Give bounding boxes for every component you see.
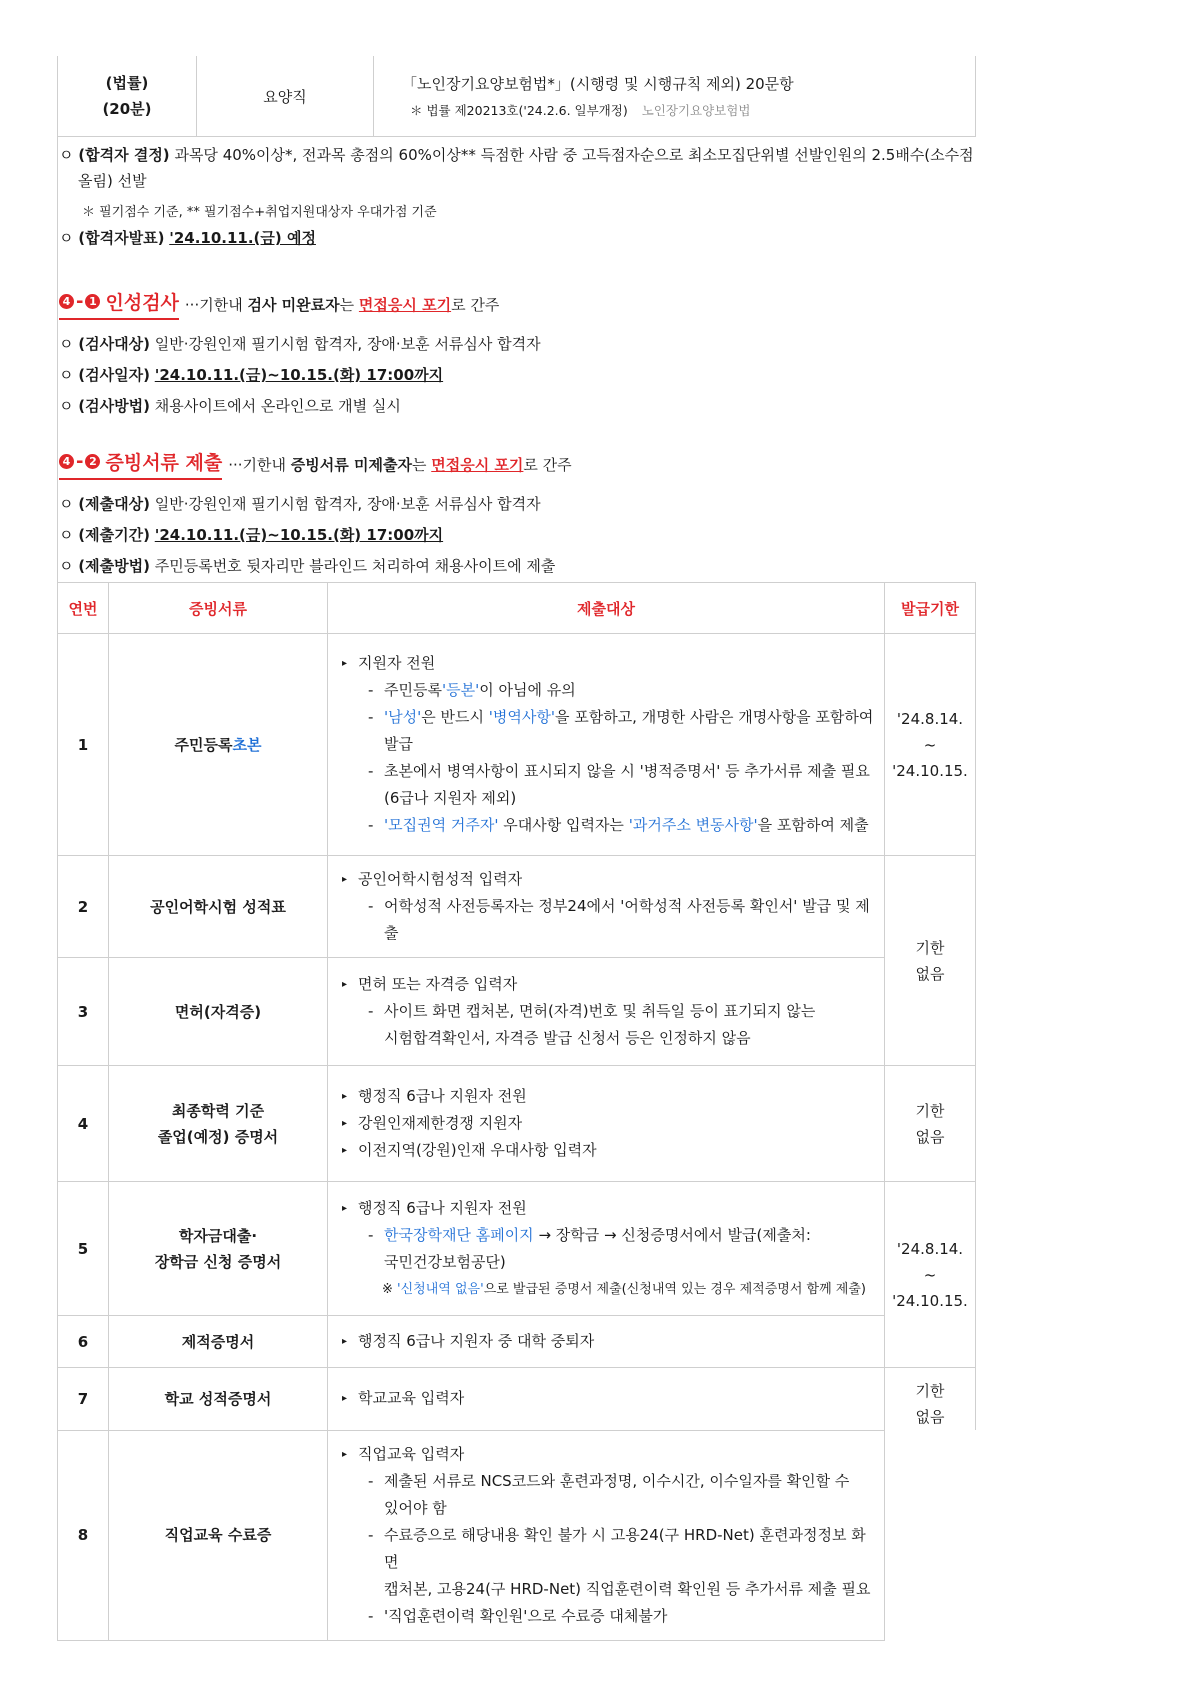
triangle-right-icon: ▸ xyxy=(342,874,348,885)
submit-target-line: ㅇ (제출대상) 일반·강원인재 필기시험 합격자, 장애·보훈 서류심사 합격자 xyxy=(59,495,541,513)
scholarship-link[interactable]: 한국장학재단 홈페이지 xyxy=(384,1225,534,1244)
table-header-row xyxy=(58,583,976,634)
section-documents-header: 4 - 2 증빙서류 제출 ···기한내 증빙서류 미제출자는 면접응시 포기로 간주 xyxy=(59,448,572,480)
deadline-cell: '24.8.14. ~ '24.10.15. xyxy=(885,634,976,856)
circle-number-icon: 2 xyxy=(85,454,100,469)
submit-period-line: ㅇ (제출기간) '24.10.11.(금)~10.15.(화) 17:00까지 xyxy=(59,526,444,544)
law-title: 「노인장기요양보험법*」(시행령 및 시행규칙 제외) 20문항 xyxy=(402,75,794,93)
pass-decision-line: ㅇ (합격자 결정) 과목당 40%이상*, 전과목 총점의 60%이상** 득점한 사람 중 고득점자순으로 최소모집단위별 선발인원의 2.5배수(소수점 xyxy=(59,146,974,164)
pass-decision-line-cont: 올림) 선발 xyxy=(78,172,147,190)
law-note: ＊ 법률 제20213호('24.2.6. 일부개정) 노인장기요양보험법 xyxy=(410,103,751,118)
law-cell xyxy=(374,56,976,137)
table-row: 6 제적증명서 ▸ 행정직 6급나 지원자 중 대학 중퇴자 xyxy=(58,1316,976,1368)
triangle-right-icon: ▸ xyxy=(342,979,348,990)
circle-number-icon: 4 xyxy=(59,294,74,309)
triangle-right-icon: ▸ xyxy=(342,658,348,669)
law-link[interactable]: 노인장기요양보험법 xyxy=(641,103,751,118)
triangle-right-icon: ▸ xyxy=(342,1448,348,1460)
triangle-right-icon: ▸ xyxy=(342,1336,348,1347)
dash-icon: - xyxy=(368,1525,374,1544)
table-row: 1 주민등록초본 ▸ 지원자 전원 - 주민등록'등본'이 아님에 유의 - '남성'은 반드시 '병역사항'을 포함하고, 개명한 사람은 개명사항을 포함하여 발급 - 초본에서 병역사항이 표시되지 않을 시 '병적증명서' 등 추가서류 제출 필요 (6급나 지원자 제외) - '모집권역 거주자' 우대사항 입력자는 '과거주소 변동사항'을 포함하여 제출 '24.8.14. ~ '24.10.15. xyxy=(58,634,976,856)
exam-subject-table xyxy=(57,56,976,137)
dash-icon: - xyxy=(368,681,374,699)
header-num: 연번 xyxy=(58,583,109,634)
test-method-line: ㅇ (검사방법) 채용사이트에서 온라인으로 개별 실시 xyxy=(59,397,401,415)
deadline-cell: 기한 없음 xyxy=(885,1368,976,1431)
test-target-line: ㅇ (검사대상) 일반·강원인재 필기시험 합격자, 장애·보훈 서류심사 합격자 xyxy=(59,335,541,353)
triangle-right-icon: ▸ xyxy=(342,1393,348,1405)
header-target: 제출대상 xyxy=(328,583,885,634)
table-row: 2 공인어학시험 성적표 ▸ 공인어학시험성적 입력자 - 어학성적 사전등록자는 정부24에서 '어학성적 사전등록 확인서' 발급 및 제출 기한 없음 xyxy=(58,856,976,958)
deadline-cell: 기한 없음 xyxy=(885,1066,976,1182)
test-date-line: ㅇ (검사일자) '24.10.11.(금)~10.15.(화) 17:00까지 xyxy=(59,366,444,384)
section-personality-test-header: 4 - 1 인성검사 ···기한내 검사 미완료자는 면접응시 포기로 간주 xyxy=(59,288,499,320)
table-row: 4 최종학력 기준 졸업(예정) 증명서 ▸ 행정직 6급나 지원자 전원 ▸ 강원인재제한경쟁 지원자 ▸ 이전지역(강원)인재 우대사항 입력자 기한 없음 xyxy=(58,1066,976,1182)
dash-icon: - xyxy=(368,708,374,726)
circle-number-icon: 1 xyxy=(85,294,100,309)
deadline-cell: '24.8.14. ~ '24.10.15. xyxy=(885,1182,976,1368)
submit-method-line: ㅇ (제출방법) 주민등록번호 뒷자리만 블라인드 처리하여 채용사이트에 제출 xyxy=(59,557,556,575)
triangle-right-icon: ▸ xyxy=(342,1118,348,1129)
dash-icon: - xyxy=(368,1225,374,1244)
section-title: 증빙서류 제출 xyxy=(105,452,223,474)
triangle-right-icon: ▸ xyxy=(342,1091,348,1102)
dash-icon: - xyxy=(368,816,374,834)
job-type: 요양직 xyxy=(197,56,374,137)
subject-category: (법률) (20분) xyxy=(58,56,197,137)
documents-table xyxy=(57,582,976,1641)
table-row: 8 직업교육 수료증 ▸ 직업교육 입력자 - 제출된 서류로 NCS코드와 훈련과정명, 이수시간, 이수일자를 확인할 수 있어야 함 - 수료증으로 해당내용 확인 불가 시 고용24(구 HRD-Net) 훈련과정정보 화면 캡처본, 고용24(구 HRD-Net) 직업훈련이력 확인원 등 추가서류 제출 필요 - '직업훈련이력 확인원'으로 수료증 대체불가 xyxy=(58,1430,976,1640)
pass-decision-note: ＊ 필기점수 기준, ** 필기점수+취업지원대상자 우대가점 기준 xyxy=(82,205,437,220)
table-row: 7 학교 성적증명서 ▸ 학교교육 입력자 기한 없음 xyxy=(58,1368,976,1431)
circle-number-icon: 4 xyxy=(59,454,74,469)
triangle-right-icon: ▸ xyxy=(342,1202,348,1214)
dash-icon: - xyxy=(368,1471,374,1490)
pass-announce-line: ㅇ (합격자발표) '24.10.11.(금) 예정 xyxy=(59,229,316,247)
triangle-right-icon: ▸ xyxy=(342,1145,348,1156)
section-desc: ···기한내 검사 미완료자는 면접응시 포기로 간주 xyxy=(184,296,500,314)
dash-icon: - xyxy=(368,762,374,780)
header-deadline: 발급기한 xyxy=(885,583,976,634)
table-row: 3 면허(자격증) ▸ 면허 또는 자격증 입력자 - 사이트 화면 캡처본, 면허(자격)번호 및 취득일 등이 표기되지 않는 시험합격확인서, 자격증 발급 신청서 등은 인정하지 않음 xyxy=(58,958,976,1066)
table-row: 5 학자금대출· 장학금 신청 증명서 ▸ 행정직 6급나 지원자 전원 - 한국장학재단 홈페이지 → 장학금 → 신청증명서에서 발급(제출처: 국민건강보험공단) ※ '신청내역 없음'으로 발급된 증명서 제출(신청내역 있는 경우 제적증명서 함께 제출) '24.8.14. ~ '24.10.15. xyxy=(58,1182,976,1316)
header-document: 증빙서류 xyxy=(109,583,328,634)
section-title: 인성검사 xyxy=(105,292,179,314)
section-desc: ···기한내 증빙서류 미제출자는 면접응시 포기로 간주 xyxy=(228,456,572,474)
dash-icon: - xyxy=(368,1606,374,1625)
deadline-cell: 기한 없음 xyxy=(885,856,976,1066)
dash-icon: - xyxy=(368,1002,374,1020)
dash-icon: - xyxy=(368,897,374,915)
